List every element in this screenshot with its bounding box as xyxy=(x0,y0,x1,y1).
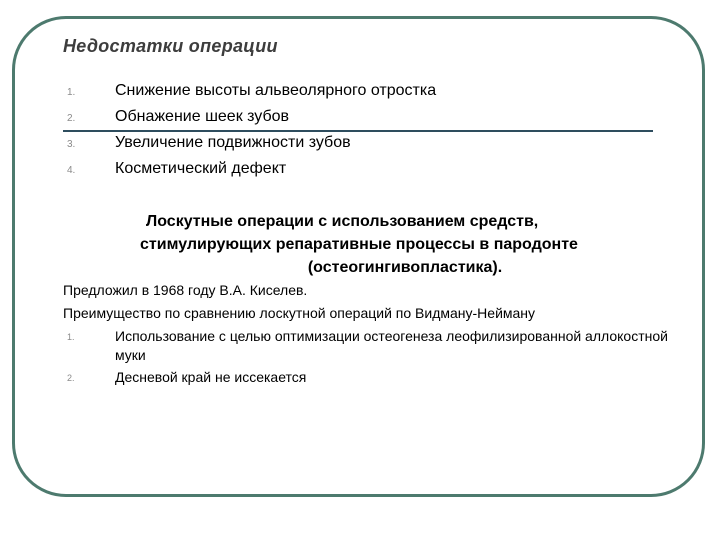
heading-line-1: Лоскутные операции с использованием средств, xyxy=(146,213,539,230)
list-item xyxy=(63,368,675,387)
heading-line-3: (остеогингивопластика). xyxy=(307,259,503,276)
list-item xyxy=(63,327,675,365)
list-text: Снижение высоты альвеолярного отростка xyxy=(115,82,437,99)
list-number: 1. xyxy=(67,332,75,342)
list-text: Увеличение подвижности зубов xyxy=(115,134,351,151)
list-number: 2. xyxy=(67,113,76,124)
advantage-intro: Преимущество по сравнению лоскутной операций по Видману-Нейману xyxy=(63,305,536,321)
list-text: Использование с целью оптимизации остеогенеза леофилизированной аллокостной муки xyxy=(115,328,668,363)
list-number: 4. xyxy=(67,165,76,176)
list-text: Косметический дефект xyxy=(115,160,287,177)
list-number: 2. xyxy=(67,373,75,383)
slide-title: Недостатки операции xyxy=(63,36,278,56)
section-heading xyxy=(140,210,650,279)
list-number: 1. xyxy=(67,87,76,98)
list-number: 3. xyxy=(67,139,76,150)
list-text: Обнажение шеек зубов xyxy=(115,108,290,125)
heading-line-2: стимулирующих репаративные процессы в пародонте xyxy=(140,236,578,253)
proposed-text: Предложил в 1968 году В.А. Киселев. xyxy=(63,282,308,298)
advantages-list xyxy=(63,327,675,387)
list-text: Десневой край не иссекается xyxy=(115,369,307,385)
divider-line xyxy=(63,130,653,132)
